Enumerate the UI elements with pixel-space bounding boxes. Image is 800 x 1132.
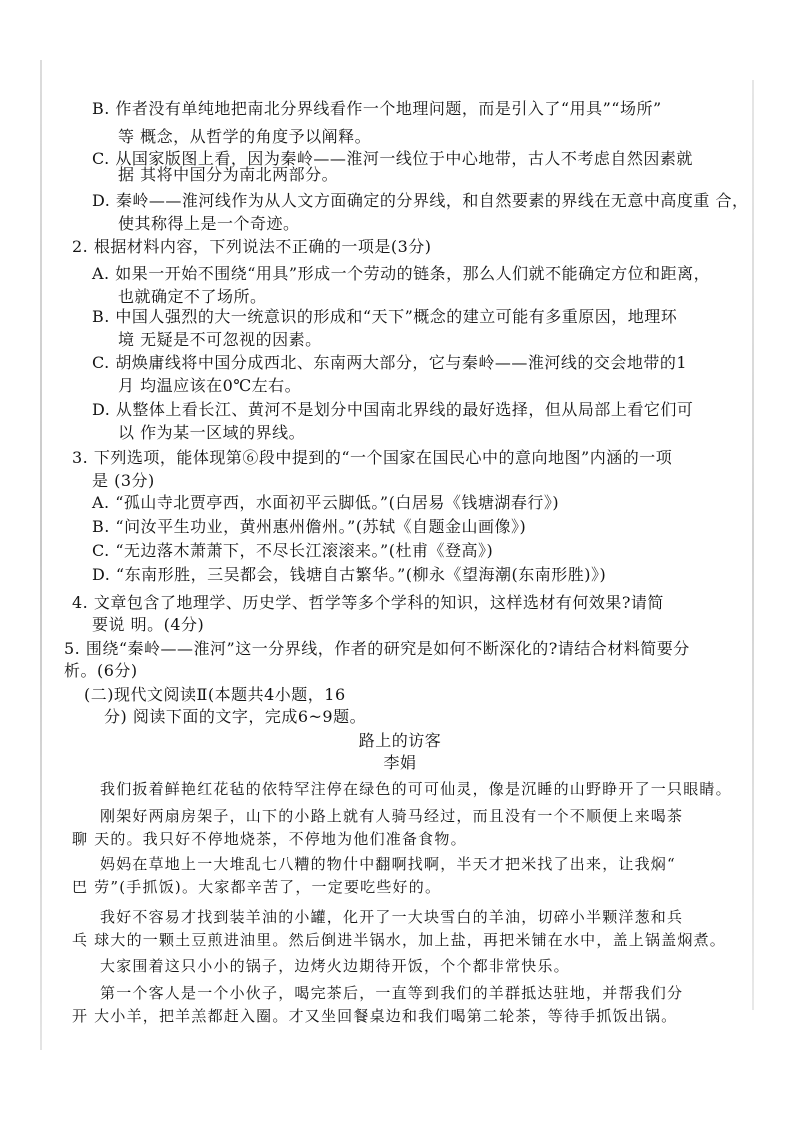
q1-option-b-line1: B. 作者没有单纯地把南北分界线看作一个地理问题，而是引入了“用具”“场所” [92,99,662,118]
q5-line2: 析。(6分) [64,661,138,680]
story-paragraph-6-line2: 开 大小羊，把羊羔都赶入圈。才又坐回餐桌边和我们喝第二轮茶，等待手抓饭出锅。 [72,1007,678,1025]
q4-line1: 4. 文章包含了地理学、历史学、哲学等多个学科的知识，这样选材有何效果?请简 [72,593,664,612]
q2-option-d-line2: 以 作为某一区域的界线。 [118,423,306,442]
q3-option-d: D. “东南形胜，三吴都会，钱塘自古繁华。”(柳永《望海潮(东南形胜)》) [92,565,607,584]
story-paragraph-1: 我们扳着鲜艳红花毡的依特罕注停在绿色的可可仙灵，像是沉睡的山野睁开了一只眼睛。 [100,780,732,798]
q2-option-a-line1: A. 如果一开始不围绕“用具”形成一个劳动的链条，那么人们就不能确定方位和距离， [92,264,711,283]
q3-stem-line1: 3. 下列选项，能体现第⑥段中提到的“一个国家在国民心中的意向地图”内涵的一项 [72,448,673,467]
q4-line2: 要说 明。(4分) [92,615,205,634]
q5-line1: 5. 围绕“秦岭——淮河”这一分界线，作者的研究是如何不断深化的?请结合材料简要分 [64,639,690,658]
q1-option-c-line2: 据 其将中国分为南北两部分。 [118,165,339,184]
story-paragraph-2-line2: 聊 天的。我只好不停地烧茶，不停地为他们准备食物。 [72,830,467,848]
q1-option-d-line1: D. 秦岭——淮河线作为从人文方面确定的分界线，和自然要素的界线在无意中高度重 合， [92,191,749,210]
section2-heading-line1: (二)现代文阅读Ⅱ(本题共4小题，16 [84,685,346,704]
q2-option-d-line1: D. 从整体上看长江、黄河不是划分中国南北界线的最好选择，但从局部上看它们可 [92,400,694,419]
story-title: 路上的访客 [358,731,442,750]
story-paragraph-2-line1: 刚架好两扇房架子，山下的小路上就有人骑马经过，而且没有一个不顺便上来喝茶 [100,807,684,825]
q2-option-b-line2: 境 无疑是不可忽视的因素。 [118,330,322,349]
section2-heading-line2: 分) 阅读下面的文字，完成6~9题。 [104,707,367,726]
q1-option-d-line2: 使其称得上是一个奇迹。 [118,214,300,233]
scan-left-edge [40,60,42,1050]
q1-option-b-line2: 等 概念，从哲学的角度予以阐释。 [118,127,372,146]
scan-right-edge [752,80,754,1010]
q3-stem-line2: 是 (3分) [92,471,155,490]
q3-option-a: A. “孤山寺北贾亭西，水面初平云脚低。”(白居易《钱塘湖春行》) [92,493,560,512]
q2-stem: 2. 根据材料内容，下列说法不正确的一项是(3分) [72,237,432,256]
story-paragraph-4-line2: 乓 球大的一颗土豆煎进油里。然后倒进半锅水，加上盐，再把米铺在水中，盖上锅盖焖煮。 [72,931,726,949]
story-paragraph-3-line2: 巴 劳”(手抓饭)。大家都辛苦了，一定要吃些好的。 [72,878,442,896]
story-paragraph-3-line1: 妈妈在草地上一大堆乱七八糟的物什中翻啊找啊，半天才把米找了出来，让我焖“ [100,855,676,873]
q2-option-c-line1: C. 胡焕庸线将中国分成西北、东南两大部分，它与秦岭——淮河线的交会地带的1 [92,353,688,372]
q3-option-c: C. “无边落木萧萧下，不尽长江滚滚来。”(杜甫《登高》) [92,541,494,560]
q1-option-c-line1: C. 从国家版图上看，因为秦岭——淮河一线位于中心地带，古人不考虑自然因素就 [92,149,693,168]
story-paragraph-6-line1: 第一个客人是一个小伙子，喝完茶后，一直等到我们的羊群抵达驻地，并帮我们分 [100,984,684,1002]
q2-option-c-line2: 月 均温应该在0℃左右。 [118,376,302,395]
story-paragraph-5: 大家围着这只小小的锅子，边烤火边期待开饭，个个都非常快乐。 [100,957,570,975]
story-paragraph-4-line1: 我好不容易才找到装羊油的小罐，化开了一大块雪白的羊油，切碎小半颗洋葱和兵 [100,908,684,926]
q3-option-b: B. “问汝平生功业，黄州惠州儋州。”(苏轼《自题金山画像》) [92,517,527,536]
story-author: 李娟 [383,753,417,772]
q2-option-a-line2: 也就确定不了场所。 [118,287,267,306]
q2-option-b-line1: B. 中国人强烈的大一统意识的形成和“天下”概念的建立可能有多重原因，地理环 [92,307,678,326]
